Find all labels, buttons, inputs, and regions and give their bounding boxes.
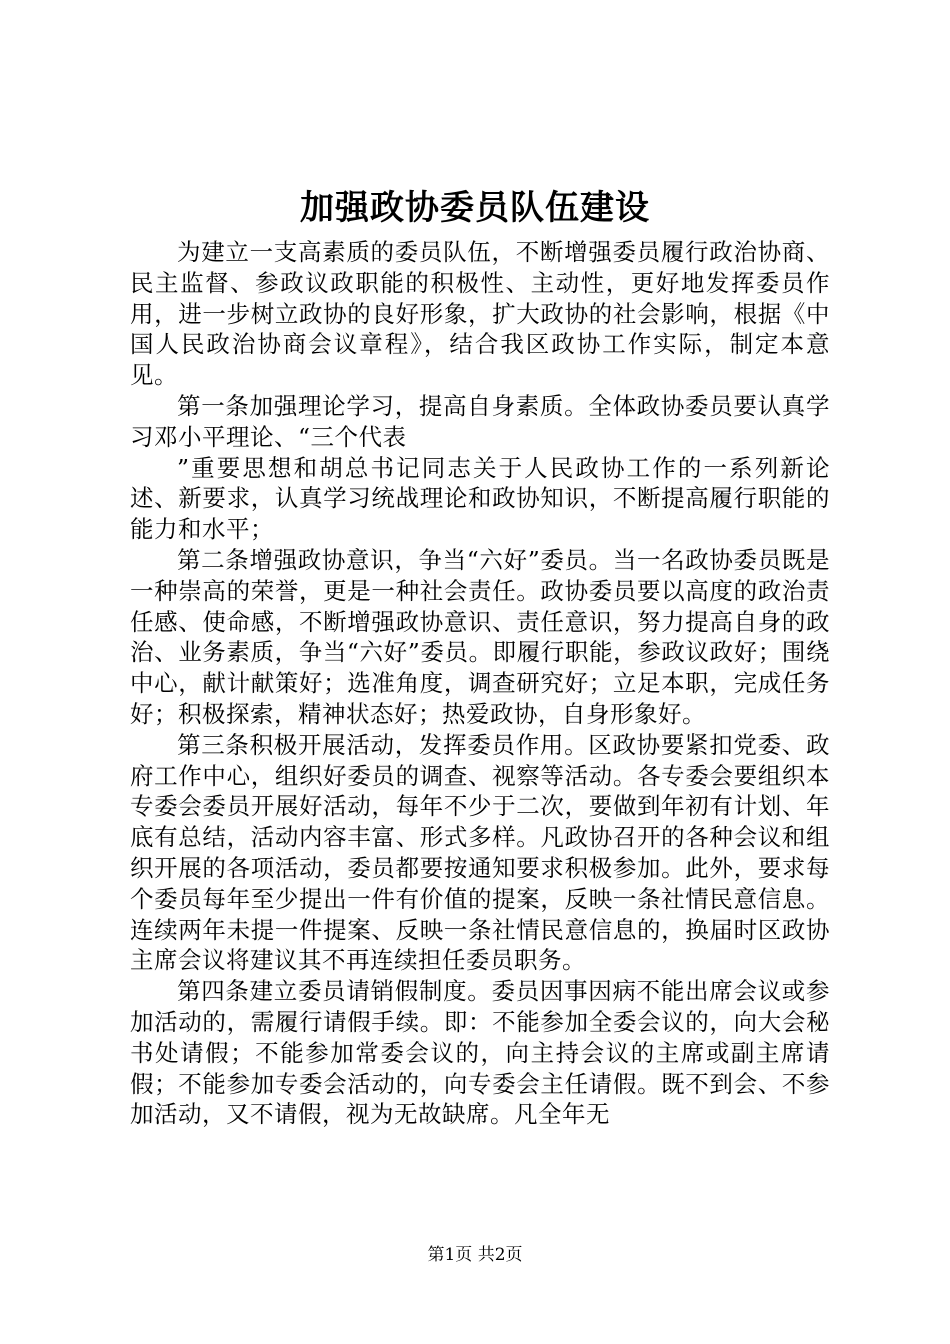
page-footer: 第1页 共2页 — [427, 1245, 523, 1265]
paragraph-article-2: 第二条增强政协意识，争当“六好”委员。当一名政协委员既是一种崇高的荣誉，更是一种社会责任。政协委员要以高度的政治责任感、使命感，不断增强政协意识、责任意识，努力提高自身的政治、业务素质，争当“六好”委员。即履行职能，参政议政好；围绕中心，献计献策好；选准角度，调查研究好；立足本职，完成任务好；积极探索，精神状态好；热爱政协，自身形象好。 — [130, 545, 830, 728]
paragraph-article-4: 第四条建立委员请销假制度。委员因事因病不能出席会议或参加活动的，需履行请假手续。即：不能参加全委会议的，向大会秘书处请假；不能参加常委会议的，向主持会议的主席或副主席请假；不能参加专委会活动的，向专委会主任请假。既不到会、不参加活动，又不请假，视为无故缺席。凡全年无 — [130, 977, 830, 1129]
paragraph-intro: 为建立一支高素质的委员队伍，不断增强委员履行政治协商、民主监督、参政议政职能的积极性、主动性，更好地发挥委员作用，进一步树立政协的良好形象，扩大政协的社会影响，根据《中国人民政治协商会议章程》，结合我区政协工作实际，制定本意见。 — [130, 238, 830, 390]
paragraph-article-3: 第三条积极开展活动，发挥委员作用。区政协要紧扣党委、政府工作中心，组织好委员的调查、视察等活动。各专委会要组织本专委会委员开展好活动，每年不少于二次，要做到年初有计划、年底有总结，活动内容丰富、形式多样。凡政协召开的各种会议和组织开展的各项活动，委员都要按通知要求积极参加。此外，要求每个委员每年至少提出一件有价值的提案，反映一条社情民意信息。连续两年未提一件提案、反映一条社情民意信息的，换届时区政协主席会议将建议其不再连续担任委员职务。 — [130, 730, 830, 975]
paragraph-article-1-continued: ”重要思想和胡总书记同志关于人民政协工作的一系列新论述、新要求，认真学习统战理论和政协知识，不断提高履行职能的能力和水平； — [130, 453, 830, 544]
document-title: 加强政协委员队伍建设 — [300, 188, 650, 228]
document-body — [130, 237, 830, 1130]
paragraph-article-1: 第一条加强理论学习，提高自身素质。全体政协委员要认真学习邓小平理论、“三个代表 — [130, 391, 830, 451]
